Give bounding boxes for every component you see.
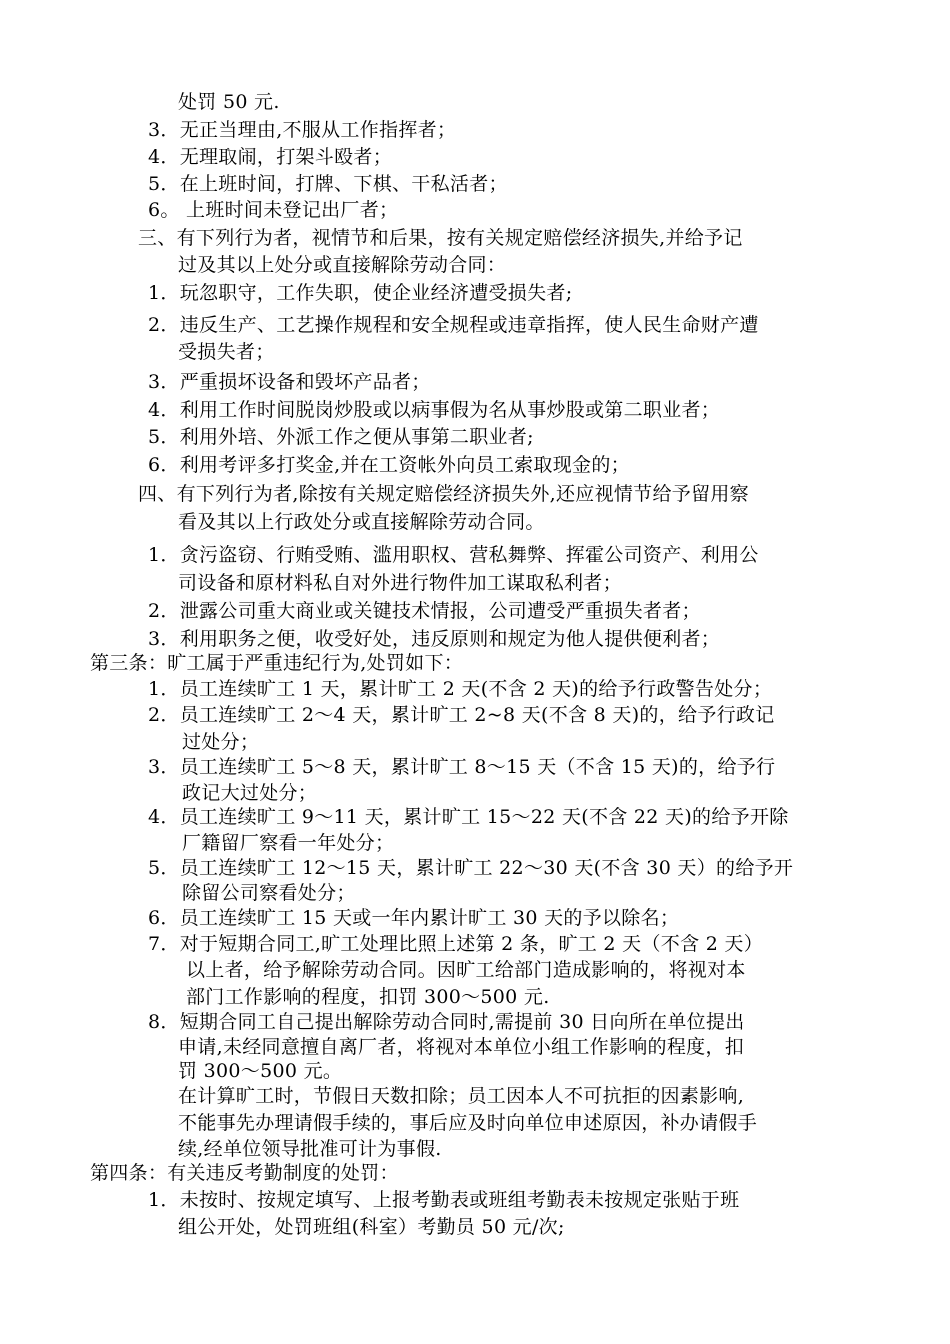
text-line: 组公开处，处罚班组(科室）考勤员 50 元/次; xyxy=(178,1216,565,1238)
text-line: 2．泄露公司重大商业或关键技术情报，公司遭受严重损失者者； xyxy=(148,600,701,622)
text-line: 3．严重损坏设备和毁坏产品者； xyxy=(148,371,431,393)
text-line: 2．违反生产、工艺操作规程和安全规程或违章指挥，使人民生命财产遭 xyxy=(148,314,759,336)
text-line: 不能事先办理请假手续的，事后应及时向单位申述原因，补办请假手 xyxy=(178,1112,758,1134)
section-heading-3: 三、有下列行为者，视情节和后果，按有关规定赔偿经济损失,并给予记 xyxy=(138,227,743,249)
text-line: 4．员工连续旷工 9～11 天，累计旷工 15～22 天(不含 22 天)的给予开除 xyxy=(148,806,789,828)
text-line: 在计算旷工时，节假日天数扣除；员工因本人不可抗拒的因素影响, xyxy=(178,1085,745,1107)
text-line: 7．对于短期合同工,旷工处理比照上述第 2 条，旷工 2 天（不含 2 天） xyxy=(148,933,764,955)
text-line: 6．员工连续旷工 15 天或一年内累计旷工 30 天的予以除名； xyxy=(148,907,680,929)
text-line: 8．短期合同工自己提出解除劳动合同时,需提前 30 日向所在单位提出 xyxy=(148,1011,745,1033)
text-line: 以上者，给予解除劳动合同。因旷工给部门造成影响的，将视对本 xyxy=(186,959,746,981)
text-line: 看及其以上行政处分或直接解除劳动合同。 xyxy=(178,511,545,533)
text-line: 3．利用职务之便，收受好处，违反原则和规定为他人提供便利者； xyxy=(148,628,721,650)
text-line: 5．员工连续旷工 12～15 天，累计旷工 22～30 天(不含 30 天）的给予开 xyxy=(148,857,794,879)
text-line: 政记大过处分； xyxy=(182,782,318,804)
text-line: 1．玩忽职守，工作失职，使企业经济遭受损失者; xyxy=(148,282,573,304)
section-heading-4: 四、有下列行为者,除按有关规定赔偿经济损失外,还应视情节给予留用察 xyxy=(138,483,749,505)
article-heading-3: 第三条：旷工属于严重违纪行为,处罚如下： xyxy=(90,652,464,674)
text-line: 3．无正当理由,不服从工作指挥者； xyxy=(148,119,457,141)
text-line: 2．员工连续旷工 2～4 天，累计旷工 2~8 天(不含 8 天)的，给予行政记 xyxy=(148,704,775,726)
text-line: 罚 300～500 元。 xyxy=(178,1060,343,1082)
text-line: 1．未按时、按规定填写、上报考勤表或班组考勤表未按规定张贴于班 xyxy=(148,1189,740,1211)
text-line: 处罚 50 元. xyxy=(178,91,280,113)
text-line: 过及其以上处分或直接解除劳动合同： xyxy=(178,254,507,276)
text-line: 厂籍留厂察看一年处分； xyxy=(182,832,395,854)
text-line: 4．无理取闹，打架斗殴者； xyxy=(148,146,392,168)
text-line: 除留公司察看处分； xyxy=(182,882,356,904)
article-heading-4: 第四条：有关违反考勤制度的处罚： xyxy=(90,1162,399,1184)
text-line: 续,经单位领导批准可计为事假. xyxy=(178,1138,442,1160)
text-line: 5．利用外培、外派工作之便从事第二职业者; xyxy=(148,426,534,448)
text-line: 受损失者； xyxy=(178,341,275,363)
text-line: 司设备和原材料私自对外进行物件加工谋取私利者； xyxy=(178,572,622,594)
text-line: 6。 上班时间未登记出厂者； xyxy=(148,199,399,221)
text-line: 1．贪污盗窃、行贿受贿、滥用职权、营私舞弊、挥霍公司资产、利用公 xyxy=(148,544,759,566)
text-line: 5．在上班时间，打牌、下棋、干私活者； xyxy=(148,173,508,195)
text-line: 部门工作影响的程度，扣罚 300～500 元. xyxy=(186,986,550,1008)
text-line: 3．员工连续旷工 5～8 天，累计旷工 8～15 天（不含 15 天)的，给予行 xyxy=(148,756,776,778)
text-line: 6．利用考评多打奖金,并在工资帐外向员工索取现金的； xyxy=(148,454,630,476)
text-line: 过处分； xyxy=(182,731,260,753)
text-line: 1．员工连续旷工 1 天，累计旷工 2 天(不含 2 天)的给予行政警告处分； xyxy=(148,678,773,700)
text-line: 申请,未经同意擅自离厂者，将视对本单位小组工作影响的程度，扣 xyxy=(178,1036,745,1058)
text-line: 4．利用工作时间脱岗炒股或以病事假为名从事炒股或第二职业者； xyxy=(148,399,721,421)
